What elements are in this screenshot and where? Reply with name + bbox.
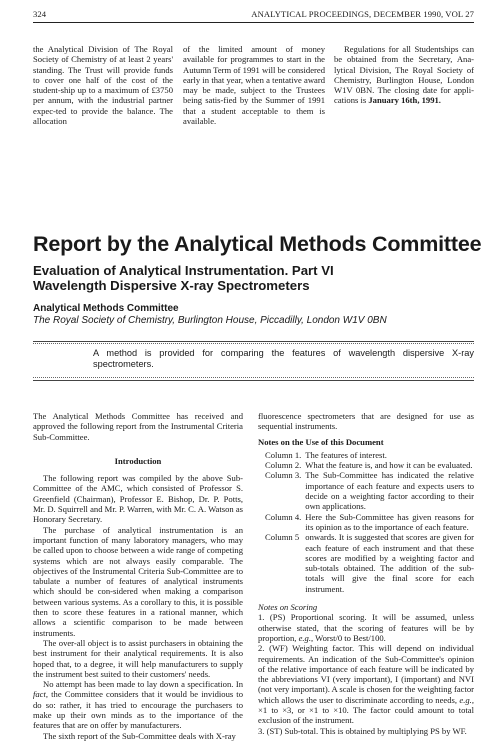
notes-heading: Notes on the Use of this Document (258, 436, 384, 447)
scoring-item-1 (258, 612, 474, 643)
s1-eg: e.g. (298, 632, 311, 643)
author-name: Analytical Methods Committee (33, 303, 179, 314)
abstract-bottom-rule (33, 380, 474, 381)
body-left-column (33, 411, 243, 741)
article-title: Report by the Analytical Methods Committee (33, 232, 482, 256)
s2-part-a: 2. (WF) Weighting factor. This will depend on individual requirements. An indication of the Sub-Committee's opinion of the relative importance of each feature will be indicated by the abbreviations VI (very important), I (important) and NVI (not very important). A scale is chosen for the weighting factor which allows the user to discriminate according to needs, (258, 643, 474, 705)
column-text: What the feature is, and how it can be evaluated. (305, 460, 473, 471)
p5-fact: fact (33, 689, 46, 700)
column-key: Column 5 (265, 532, 300, 543)
column-note-row (265, 450, 474, 460)
abstract-top-dots (33, 343, 474, 344)
header-rule (33, 22, 474, 23)
top-col3-text (334, 44, 474, 106)
column-text: onwards. It is suggested that scores are given for each feature of each instrument and that these scores are modified by a weighting factor and sub-totals obtained. The addition of the sub-totals will give the final score for each instrument. (305, 532, 474, 594)
top-column-3 (334, 44, 474, 106)
s2-eg: e.g. (459, 694, 472, 705)
body-paragraph-4: The over-all object is to assist purchasers in obtaining the best instrument for their analytical requirements. It is also hoped that, to a degree, it will help manufacturers to supply the instrument best suited to their customers' needs. (33, 637, 243, 679)
column-note-row (265, 512, 474, 533)
journal-running-head: ANALYTICAL PROCEEDINGS, DECEMBER 1990, VOL 27 (251, 9, 474, 19)
abstract-bottom-dots (33, 377, 474, 378)
closing-date: January 16th, 1991. (368, 95, 441, 106)
page-number: 324 (33, 9, 47, 19)
right-intro-paragraph: fluorescence spectrometers that are designed for use as sequential instruments. (258, 411, 474, 432)
body-paragraph-5 (33, 679, 243, 730)
top-column-2 (183, 44, 325, 126)
abstract-top-rule (33, 341, 474, 342)
column-notes-table (265, 450, 474, 594)
top-column-1 (33, 44, 173, 126)
article-subtitle (33, 263, 334, 293)
top-col2-text: of the limited amount of money available for programmes to start in the Autumn Term of 1991 will be considered early in that year, when a tentative award may be made, subject to the Trustees being satis-fied by the Summer of 1991 that a student acceptable to them is available. (183, 44, 325, 127)
introduction-heading: Introduction (114, 455, 162, 466)
body-paragraph-2: The following report was compiled by the above Sub-Committee of the AMC, which consisted of Professor S. Greenfield (Chairman), Professor E. Bishop, Dr. P. Potts, Mr. D. Squirrell and Mr. P. Warren, with Mr. C. A. Watson as Honorary Secretary. (33, 473, 243, 525)
column-note-row (265, 470, 474, 511)
s1-part-a: 1. (PS) Proportional scoring. It will be assumed, unless otherwise stated, that the scoring of features will be by proportion, (258, 612, 474, 643)
abstract-box (33, 341, 474, 383)
column-note-row (265, 532, 474, 594)
body-paragraph-3: The purchase of analytical instrumentation is an important function of many laboratory managers, who may be called upon to choose between a wide range of competing systems which are not always easily comparable. The objectives of the Instrumental Criteria Sub-Committee are to tabulate a number of features of analytical instruments which should be con-sidered when making a comparison between various systems. As a corollary to this, it is possible then to score these features in a rational manner, which allows a scientific comparison to be made between instruments. (33, 524, 243, 638)
author-affiliation: The Royal Society of Chemistry, Burlington House, Piccadilly, London W1V 0BN (33, 314, 387, 326)
p5-part-b: , the Committee considers that it would be invidious to do so: rather, it has tried to encourage the purchasers to make up their own minds as to the importance of the features that are on offer by manufacturers. (33, 689, 243, 731)
p5-part-a: No attempt has been made to lay down a specification. In (43, 679, 243, 690)
column-text: Here the Sub-Committee has given reasons for its opinion as to the importance of each feature. (305, 511, 474, 532)
subtitle-line-2: Wavelength Dispersive X-ray Spectrometers (33, 278, 310, 293)
column-note-row (265, 460, 474, 470)
column-key: Column 4. (265, 511, 302, 522)
abstract-text: A method is provided for comparing the features of wavelength dispersive X-ray spectrometers. (93, 348, 474, 369)
s1-part-b: , Worst/0 to Best/100. (311, 632, 386, 643)
scoring-item-2 (258, 643, 474, 725)
body-paragraph-6: The sixth report of the Sub-Committee deals with X-ray (43, 730, 236, 741)
scoring-notes (258, 602, 474, 736)
top-col1-text: the Analytical Division of The Royal Society of Chemistry of at least 2 years' standing. The Trust will provide funds to cover one half of the cost of the student-ship up to a maximum of £3750 per annum, with the industrial partner expec-ted to provide the balance. The allocation (33, 44, 173, 127)
body-intro-paragraph: The Analytical Methods Committee has received and approved the following report from the Instrumental Criteria Sub-Committee. (33, 411, 243, 442)
body-right-column (258, 411, 474, 736)
top-col3-body: Regulations for all Studentships can be obtained from the Secretary, Ana-lytical Division, The Royal Society of Chemistry, Burlington House, London W1V 0BN. The closing date for appli-cations is (334, 44, 474, 106)
column-text: The Sub-Committee has indicated the relative importance of each feature and expects users to decide on a weighting factor according to their own applications. (305, 470, 474, 512)
subtitle-line-1: Evaluation of Analytical Instrumentation. Part VI (33, 263, 334, 278)
s2-part-b: , ×1 to ×3, or ×1 to ×10. The factor could amount to total exclusion of the instrument. (258, 694, 474, 726)
column-key: Column 1. (265, 449, 302, 460)
column-text: The features of interest. (305, 449, 387, 460)
scoring-heading: Notes on Scoring (258, 602, 318, 613)
author-block (33, 303, 387, 326)
column-key: Column 3. (265, 470, 302, 481)
scoring-item-3: 3. (ST) Sub-total. This is obtained by multiplying PS by WF. (258, 725, 467, 736)
column-key: Column 2. (265, 460, 302, 471)
